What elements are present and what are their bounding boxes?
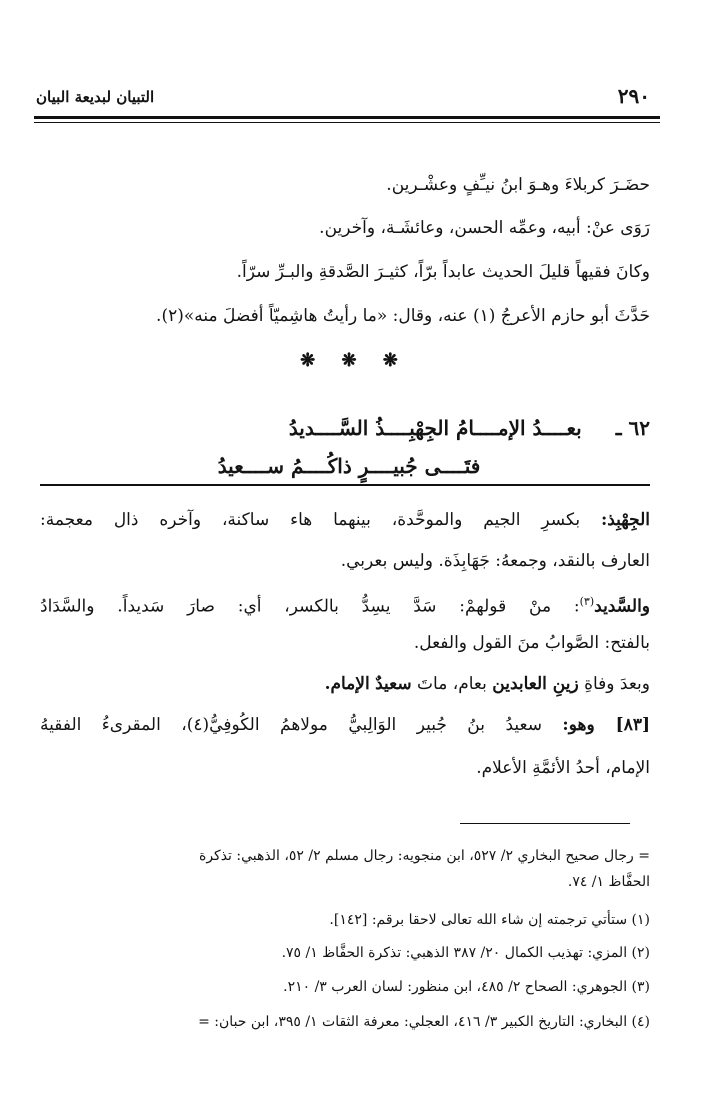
page-number: ٢٩٠ bbox=[617, 84, 650, 108]
running-header-title: التبيان لبديعة البيان bbox=[36, 88, 155, 106]
entry-line-2: الإمام، أحدُ الأئمَّةِ الأعلام. bbox=[476, 758, 650, 778]
name-said: سعيدٌ bbox=[375, 674, 412, 694]
jihbidh-definition: بكسرِ الجيم والموحَّدة، بينهما هاء ساكنة، وآخره ذال معجمة: bbox=[40, 510, 581, 530]
footnote-1: (١) ستأتي ترجمته إن شاء الله تعالى لاحقا برقم: [١٤٢]. bbox=[329, 912, 650, 928]
body-line-3: وكانَ فقيهاً قليلَ الحديث عابداً برّاً، كثيـرَ الصَّدقةِ والبـرِّ سرّاً. bbox=[236, 262, 650, 282]
footnote-3: (٣) الجوهري: الصحاح ٢/ ٤٨٥، ابن منظور: لسان العرب ٣/ ٢١٠. bbox=[283, 979, 650, 995]
verse-underline bbox=[40, 484, 650, 486]
header-rule-thin bbox=[34, 122, 660, 123]
footnote-ref-3: (٣) bbox=[579, 595, 595, 608]
death-pre: وبعدَ وفاةِ bbox=[584, 674, 650, 694]
footnote-2: (٢) المزي: تهذيب الكمال ٢٠/ ٣٨٧ الذهبي: تذكرة الحفَّاظ ١/ ٧٥. bbox=[281, 945, 650, 961]
section-separator: ❋ ❋ ❋ bbox=[300, 350, 408, 371]
explanation-line-4: بالفتح: الصَّوابُ منَ القول والفعل. bbox=[413, 633, 650, 653]
header-rule-thick bbox=[34, 116, 660, 119]
term-sadid: والسَّديد bbox=[594, 596, 650, 617]
footnote-4: (٤) البخاري: التاريخ الكبير ٣/ ٤١٦، العجلي: معرفة الثقات ١/ ٣٩٥، ابن حبان: = bbox=[198, 1014, 650, 1030]
entry-name: سعيدُ بنُ جُبير الوَالِبيُّ مولاهمُ الكُوفِيُّ(٤)، المقرىءُ الفقيهُ bbox=[40, 715, 542, 735]
verse-first-hemistich: بعــــدُ الإمــــامُ الجِهْبِــــذُ السَّــــديدُ bbox=[288, 416, 582, 440]
body-line-1: حضَـرَ كربلاءَ وهـوَ ابنُ نيـِّفٍ وعشْـرين. bbox=[386, 175, 650, 195]
body-line-2: رَوَى عنْ: أبيه، وعمِّه الحسن، وعائشَـة، وآخرين. bbox=[319, 218, 650, 238]
body-line-4: حَدَّثَ أبو حازم الأعرجُ (١) عنه، وقال: «ما رأيتُ هاشِميّاً أفضلَ منه»(٢). bbox=[156, 306, 650, 326]
name-zayn-al-abidin: زينِ العابدين bbox=[492, 674, 579, 694]
death-post: الإمام. bbox=[324, 674, 370, 694]
footnote-continuation-end: الحفَّاظ ١/ ٧٤. bbox=[567, 874, 650, 890]
verse-first-line bbox=[150, 416, 650, 440]
verse-second-hemistich: فتَــــى جُبيــــرٍ ذاكُــــمُ ســــعيدُ bbox=[217, 454, 481, 478]
entry-number: [٨٣] وهو: bbox=[562, 715, 650, 735]
verse-number: ٦٢ ـ bbox=[615, 416, 650, 440]
footnote-rule bbox=[460, 823, 630, 824]
death-mid: بعام، ماتَ bbox=[417, 674, 487, 694]
footnote-continuation: = رجال صحيح البخاري ٢/ ٥٢٧، ابن منجويه: رجال مسلم ٢/ ٥٢، الذهبي: تذكرة bbox=[198, 848, 650, 864]
term-jihbidh: الجِهْبِذ: bbox=[600, 510, 650, 530]
death-line bbox=[40, 672, 650, 696]
explanation-line-2: العارف بالنقد، وجمعهُ: جَهَابِذَة. وليس بعربي. bbox=[340, 551, 650, 571]
entry-line-1 bbox=[40, 713, 650, 737]
explanation-line-3 bbox=[40, 590, 650, 619]
sadid-definition: : منْ قولهمْ: سَدَّ يسِدُّ بالكسر، أي: صارَ سَديداً. والسَّدَادُ bbox=[40, 596, 580, 617]
explanation-line-1 bbox=[40, 508, 650, 532]
